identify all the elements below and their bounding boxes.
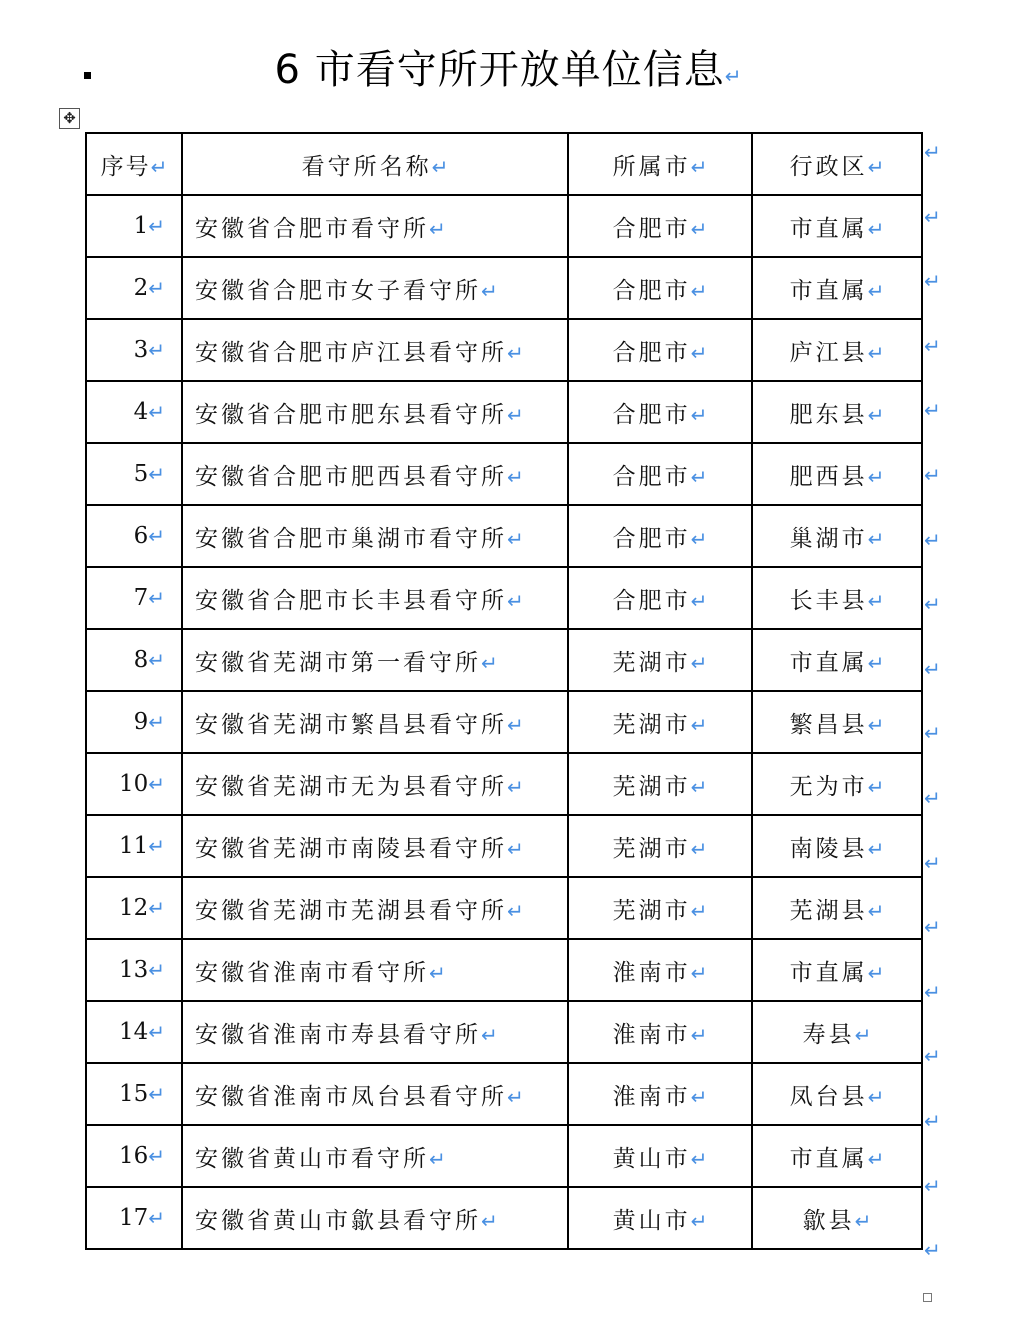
cell-index[interactable]: 10↵ [86,753,182,815]
prison-table [85,132,923,1250]
paragraph-mark: ↵ [724,64,742,88]
header-cell-name[interactable]: 看守所名称↵ [182,133,568,195]
cell-city[interactable]: 淮南市↵ [568,1063,752,1125]
table-row [86,567,922,629]
table-row [86,629,922,691]
row-end-mark: ↵ [924,1044,941,1069]
table-row [86,691,922,753]
row-end-mark: ↵ [924,398,941,423]
cell-index[interactable]: 7↵ [86,567,182,629]
cell-name[interactable]: 安徽省合肥市长丰县看守所↵ [182,567,568,629]
table-row [86,381,922,443]
cell-index[interactable]: 16↵ [86,1125,182,1187]
table-row [86,1125,922,1187]
row-end-mark: ↵ [924,850,941,875]
cell-city[interactable]: 芜湖市↵ [568,877,752,939]
table-row [86,1187,922,1249]
row-end-mark: ↵ [924,592,941,617]
header-cell-city[interactable]: 所属市↵ [568,133,752,195]
cell-city[interactable]: 芜湖市↵ [568,629,752,691]
cell-index[interactable]: 2↵ [86,257,182,319]
table-row [86,257,922,319]
cell-index[interactable]: 5↵ [86,443,182,505]
cell-city[interactable]: 黄山市↵ [568,1187,752,1249]
table-row [86,195,922,257]
row-end-mark: ↵ [924,333,941,358]
cell-city[interactable]: 合肥市↵ [568,195,752,257]
cell-district[interactable]: 繁昌县↵ [752,691,922,753]
cell-index[interactable]: 13↵ [86,939,182,1001]
cell-index[interactable]: 4↵ [86,381,182,443]
cell-index[interactable]: 14↵ [86,1001,182,1063]
cell-district[interactable]: 凤台县↵ [752,1063,922,1125]
cell-city[interactable]: 合肥市↵ [568,257,752,319]
cell-district[interactable]: 市直属↵ [752,1125,922,1187]
cell-district[interactable]: 歙县↵ [752,1187,922,1249]
row-end-mark: ↵ [924,269,941,294]
cell-name[interactable]: 安徽省芜湖市芜湖县看守所↵ [182,877,568,939]
cell-name[interactable]: 安徽省芜湖市繁昌县看守所↵ [182,691,568,753]
cell-name[interactable]: 安徽省合肥市肥西县看守所↵ [182,443,568,505]
table-move-handle-icon[interactable]: ✥ [59,108,80,129]
cell-city[interactable]: 合肥市↵ [568,319,752,381]
table-row [86,319,922,381]
cell-city[interactable]: 黄山市↵ [568,1125,752,1187]
row-end-mark: ↵ [924,979,941,1004]
cell-district[interactable]: 芜湖县↵ [752,877,922,939]
cell-district[interactable]: 肥西县↵ [752,443,922,505]
table-row [86,815,922,877]
table-row [86,1063,922,1125]
table-header-row [86,133,922,195]
cell-district[interactable]: 市直属↵ [752,629,922,691]
table-row [86,753,922,815]
cell-index[interactable]: 9↵ [86,691,182,753]
cell-index[interactable]: 11↵ [86,815,182,877]
table-row [86,1001,922,1063]
row-end-mark: ↵ [924,1109,941,1133]
cell-city[interactable]: 芜湖市↵ [568,753,752,815]
cell-city[interactable]: 合肥市↵ [568,567,752,629]
cell-name[interactable]: 安徽省合肥市巢湖市看守所↵ [182,505,568,567]
header-cell-district[interactable]: 行政区↵ [752,133,922,195]
cell-district[interactable]: 肥东县↵ [752,381,922,443]
cell-name[interactable]: 安徽省芜湖市无为县看守所↵ [182,753,568,815]
cell-city[interactable]: 淮南市↵ [568,1001,752,1063]
row-end-mark: ↵ [924,204,941,229]
cell-district[interactable]: 庐江县↵ [752,319,922,381]
table-row [86,939,922,1001]
row-end-mark: ↵ [924,463,941,487]
row-end-mark: ↵ [924,1173,941,1198]
row-end-mark: ↵ [924,915,941,940]
cell-district[interactable]: 市直属↵ [752,195,922,257]
row-end-mark: ↵ [924,140,941,164]
row-end-mark: ↵ [924,527,941,552]
cell-name[interactable]: 安徽省淮南市看守所↵ [182,939,568,1001]
row-end-mark: ↵ [924,1238,941,1263]
cell-name[interactable]: 安徽省合肥市肥东县看守所↵ [182,381,568,443]
cell-index[interactable]: 12↵ [86,877,182,939]
cell-name[interactable]: 安徽省合肥市看守所↵ [182,195,568,257]
cell-city[interactable]: 合肥市↵ [568,443,752,505]
row-end-mark: ↵ [924,656,941,681]
cell-district[interactable]: 巢湖市↵ [752,505,922,567]
cell-district[interactable]: 寿县↵ [752,1001,922,1063]
cell-name[interactable]: 安徽省芜湖市第一看守所↵ [182,629,568,691]
header-cell-index[interactable]: 序号↵ [86,133,182,195]
cell-city[interactable]: 淮南市↵ [568,939,752,1001]
cell-city[interactable]: 合肥市↵ [568,505,752,567]
cell-district[interactable]: 市直属↵ [752,939,922,1001]
cell-name[interactable]: 安徽省合肥市女子看守所↵ [182,257,568,319]
cell-name[interactable]: 安徽省黄山市看守所↵ [182,1125,568,1187]
table-row [86,505,922,567]
cell-district[interactable]: 市直属↵ [752,257,922,319]
row-end-mark: ↵ [924,721,941,746]
table-row [86,877,922,939]
cell-city[interactable]: 合肥市↵ [568,381,752,443]
cell-district[interactable]: 无为市↵ [752,753,922,815]
cell-index[interactable]: 6↵ [86,505,182,567]
cell-index[interactable]: 1↵ [86,195,182,257]
cell-index[interactable]: 15↵ [86,1063,182,1125]
table-resize-handle[interactable] [923,1293,932,1302]
cell-index[interactable]: 8↵ [86,629,182,691]
row-end-mark: ↵ [924,786,941,810]
cell-name[interactable]: 安徽省芜湖市南陵县看守所↵ [182,815,568,877]
cell-name[interactable]: 安徽省淮南市寿县看守所↵ [182,1001,568,1063]
cell-district[interactable]: 南陵县↵ [752,815,922,877]
cell-city[interactable]: 芜湖市↵ [568,815,752,877]
cell-name[interactable]: 安徽省黄山市歙县看守所↵ [182,1187,568,1249]
cell-index[interactable]: 17↵ [86,1187,182,1249]
cell-district[interactable]: 长丰县↵ [752,567,922,629]
page-title: 6 市看守所开放单位信息↵ [274,47,742,93]
cell-index[interactable]: 3↵ [86,319,182,381]
cell-name[interactable]: 安徽省淮南市凤台县看守所↵ [182,1063,568,1125]
cell-name[interactable]: 安徽省合肥市庐江县看守所↵ [182,319,568,381]
cell-city[interactable]: 芜湖市↵ [568,691,752,753]
table-row [86,443,922,505]
